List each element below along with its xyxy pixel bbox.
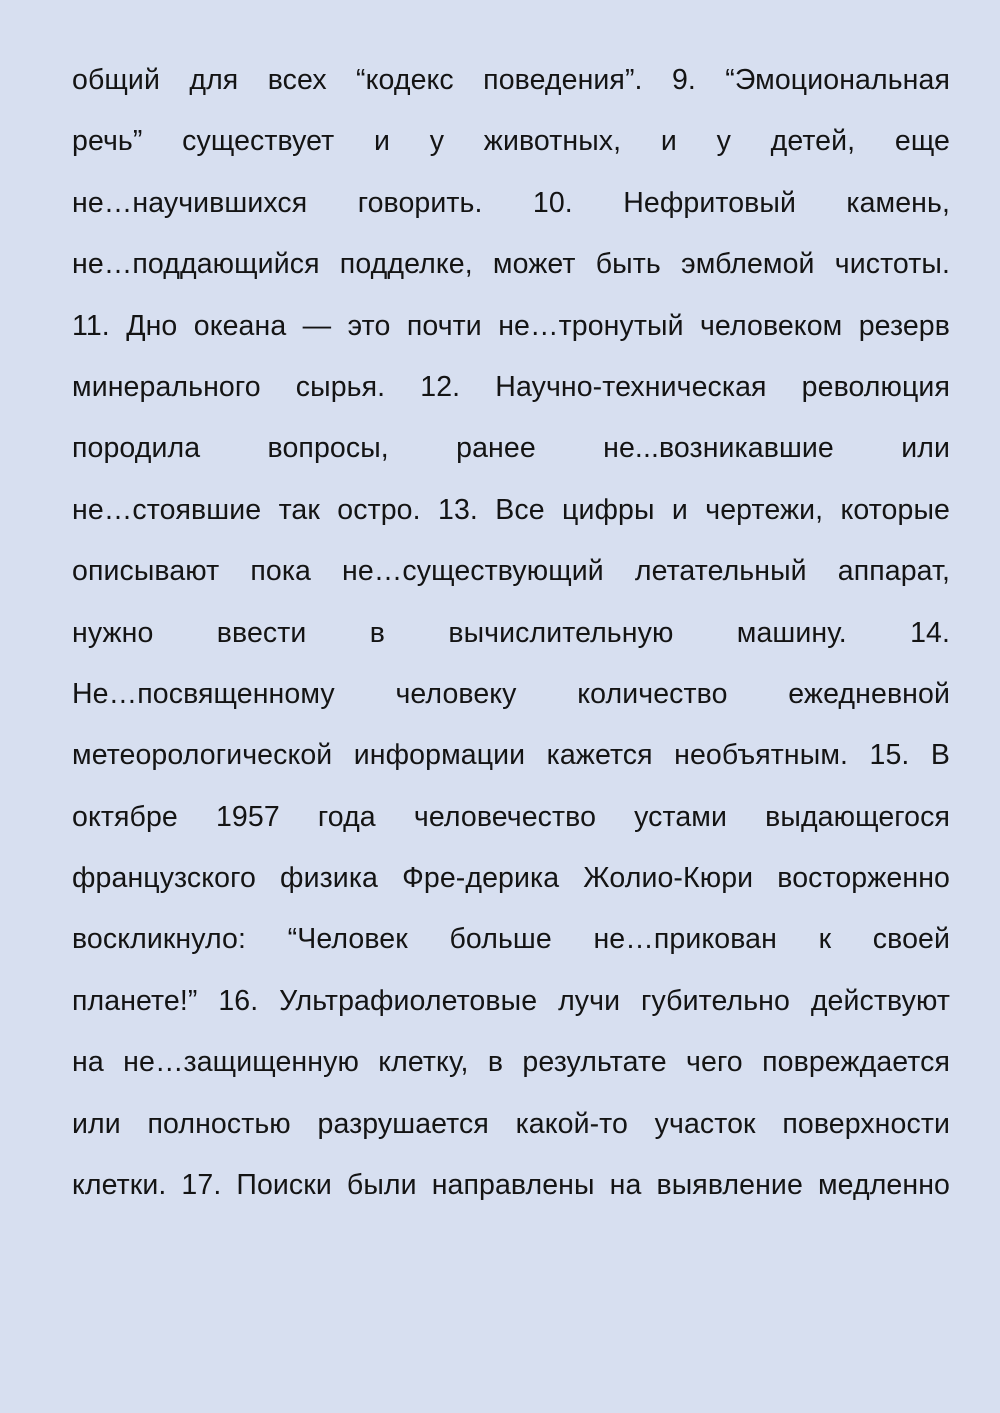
text-line: метеорологической информации кажется необъятным. 15. В (72, 739, 950, 772)
text-line: 11. Дно океана — это почти не…тронутый человеком резерв (72, 309, 950, 342)
text-line: минерального сырья. 12. Научно-техническая революция (72, 370, 950, 403)
text-line: не…научившихся говорить. 10. Нефритовый камень, (72, 186, 950, 219)
text-line: или полностью разрушается какой-то участок поверхности (72, 1107, 950, 1140)
text-line: клетки. 17. Поиски были направлены на выявление медленно (72, 1169, 950, 1202)
text-line: октябре 1957 года человечество устами выдающегося (72, 800, 950, 833)
text-line: на не…защищенную клетку, в результате чего повреждается (72, 1046, 950, 1079)
body-text (72, 50, 950, 1216)
text-line: французского физика Фре-дерика Жолио-Кюри восторженно (72, 862, 950, 895)
text-line: планете!” 16. Ультрафиолетовые лучи губительно действуют (72, 984, 950, 1017)
text-line: не…стоявшие так остро. 13. Все цифры и чертежи, которые (72, 493, 950, 526)
text-line: Не…посвященному человеку количество ежедневной (72, 677, 950, 710)
text-line: породила вопросы, ранее не...возникавшие или (72, 432, 950, 465)
text-line: описывают пока не…существующий летательный аппарат, (72, 555, 950, 588)
text-line: не…поддающийся подделке, может быть эмблемой чистоты. (72, 248, 950, 281)
text-line: воскликнуло: “Человек больше не…прикован к своей (72, 923, 950, 956)
text-line: речь” существует и у животных, и у детей, еще (72, 125, 950, 158)
text-line: нужно ввести в вычислительную машину. 14. (72, 616, 950, 649)
text-line: общий для всех “кодекс поведения”. 9. “Эмоциональная (72, 64, 950, 96)
